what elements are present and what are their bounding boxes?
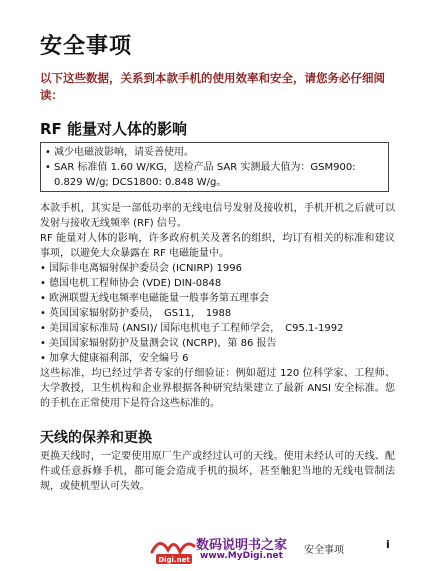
page-number: i	[386, 538, 390, 551]
standard-item: • 欧洲联盟无线电频率电磁能量一般事务第五理事会	[40, 291, 395, 306]
intro-text: 以下这些数据，关系到本款手机的使用效率和安全，请您务必仔细阅读：	[40, 71, 385, 102]
standard-item: • 加拿大健康福利部，安全编号 6	[40, 351, 395, 366]
rf-paragraph: RF 能量对人体的影响，许多政府机关及著名的组织，均订有相关的标准和建议事项，以避免大众暴露在 RF 电磁能量中。	[40, 233, 395, 259]
rf-section-body	[40, 201, 395, 411]
footer-section-name: 安全事项	[304, 545, 344, 556]
logo-text: 数码说明书之家	[196, 538, 288, 553]
antenna-section-heading: 天线的保养和更换	[40, 430, 152, 446]
rf-section-heading: RF 能量对人体的影响	[40, 120, 188, 138]
sar-box-item: • SAR 标准值 1.60 W/KG，送检产品 SAR 实测最大值为：GSM900: 0.829 W/g; DCS1800: 0.848 W/g。	[45, 160, 386, 190]
standard-item: • 美国国家标准局 (ANSI)/ 国际电机电子工程师学会， C95.1-1992	[40, 321, 395, 336]
logo-url: www.MyDigi.net	[200, 551, 283, 561]
standard-item: • 国际非电离辐射保护委员会 (ICNIRP) 1996	[40, 261, 395, 276]
sar-info-box	[40, 142, 389, 192]
rf-paragraph: 这些标准，均已经过学者专家的仔细验证：例如超过 120 位科学家、工程师、大学教授，卫生机构和企业界根据各种研究结果建立了最新 ANSI 安全标准。您的手机在正常使用下是符合这些标准的。	[40, 368, 395, 409]
standard-item: • 美国国家辐射防护及量测会议 (NCRP)，第 86 报告	[40, 336, 395, 351]
standard-item: • 英国国家辐射防护委员， GS11， 1988	[40, 306, 395, 321]
page-title: 安全事项	[40, 34, 133, 59]
standards-list	[40, 261, 395, 366]
logo-badge: Digi.net	[158, 556, 190, 564]
sar-box-item: • 减少电磁波影响，请妥善使用。	[45, 145, 386, 160]
antenna-text: 更换天线时，一定要使用原厂生产或经过认可的天线。使用未经认可的天线、配件或任意拆修手机，都可能会造成手机的损坏，甚至触犯当地的无线电管制法规，或使机型认可失效。	[40, 451, 395, 492]
standard-item: • 德国电机工程师协会 (VDE) DIN-0848	[40, 276, 395, 291]
rf-paragraph: 本款手机，其实是一部低功率的无线电信号发射及接收机，手机开机之后就可以发射与接收无线频率 (RF) 信号。	[40, 203, 395, 229]
